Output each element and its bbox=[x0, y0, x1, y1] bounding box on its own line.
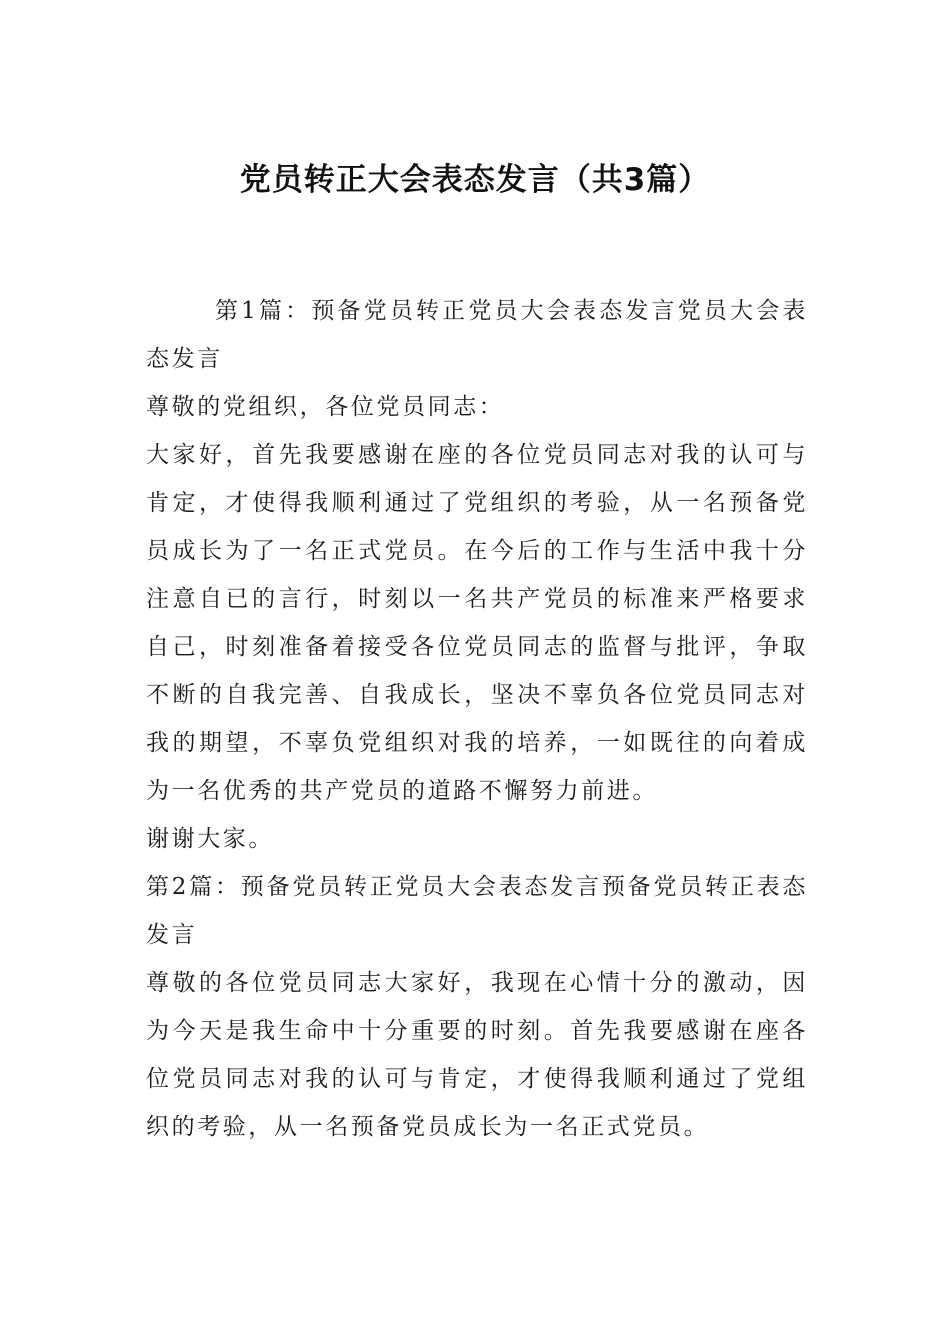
chapter-2-heading: 第2篇：预备党员转正党员大会表态发言预备党员转正表态发言 bbox=[146, 874, 808, 948]
chapter-1-heading: 第1篇：预备党员转正党员大会表态发言党员大会表态发言 bbox=[146, 298, 808, 372]
salutation-1: 尊敬的党组织，各位党员同志： bbox=[146, 394, 505, 420]
document-body bbox=[146, 287, 808, 1151]
closing-thanks: 谢谢大家。 bbox=[146, 826, 274, 852]
speech-2-body: 尊敬的各位党员同志大家好，我现在心情十分的激动，因为今天是我生命中十分重要的时刻。首先我要感谢在座各位党员同志对我的认可与肯定，才使得我顺利通过了党组织的考验，从一名预备党员成长为一名正式党员。 bbox=[146, 970, 808, 1140]
speech-1-body: 大家好，首先我要感谢在座的各位党员同志对我的认可与肯定，才使得我顺利通过了党组织的考验，从一名预备党员成长为了一名正式党员。在今后的工作与生活中我十分注意自已的言行，时刻以一名共产党员的标准来严格要求自己，时刻准备着接受各位党员同志的监督与批评，争取不断的自我完善、自我成长，坚决不辜负各位党员同志对我的期望，不辜负党组织对我的培养，一如既往的向着成为一名优秀的共产党员的道路不懈努力前进。 bbox=[146, 442, 808, 804]
document-title: 党员转正大会表态发言（共3篇） bbox=[239, 162, 711, 198]
